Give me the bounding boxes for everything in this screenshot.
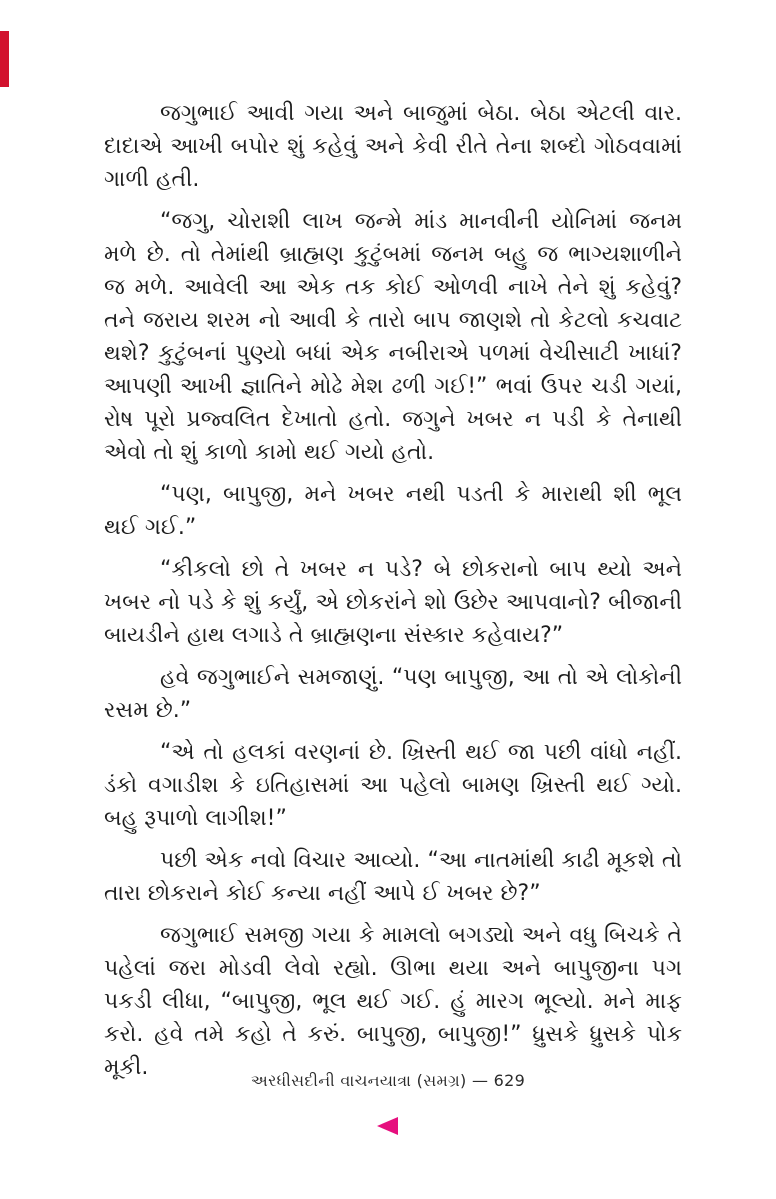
paragraph-3: “પણ, બાપુજી, મને ખબર નથી પડતી કે મારાથી શી ભૂલ થઈ ગઈ.” [104, 482, 682, 540]
paragraph-2: “જગુ, ચોરાશી લાખ જન્મે માંડ માનવીની યોનિમાં જનમ મળે છે. તો તેમાંથી બ્રાહ્મણ કુટુંબમાં જનમ બહુ જ ભાગ્યશાળીને જ મળે. આવેલી આ એક તક કોઈ ઓળવી નાખે તેને શું કહેવું? તને જરાય શરમ નો આવી કે તારો બાપ જાણશે તો કેટલો કચવાટ થશે? કુટુંબનાં પુણ્યો બધાં એક નબીરાએ પળમાં વેચીસાટી ખાધાં? આપણી આખી જ્ઞાતિને મોઢે મેશ ઢળી ગઈ!” ભવાં ઉપર ચડી ગયાં, રોષ પૂરો પ્રજ્વલિત દેખાતો હતો. જગુને ખબર ન પડી કે તેનાથી એવો તો શું કાળો કામો થઈ ગયો હતો. [104, 209, 682, 465]
body-text [104, 97, 682, 1093]
paragraph-4: “કીકલો છો તે ખબર ન પડે? બે છોકરાનો બાપ થ્યો અને ખબર નો પડે કે શું કર્યું, એ છોકરાંને શો ઉછેર આપવાનો? બીજાની બાયડીને હાથ લગાડે તે બ્રાહ્મણના સંસ્કાર કહેવાય?” [104, 557, 682, 648]
footer-text: અરધીસદીની વાચનયાત્રા (સમગ્ર) — 629 [250, 1071, 526, 1090]
page-footer [0, 1071, 776, 1091]
paragraph-1: જગુભાઈ આવી ગયા અને બાજુમાં બેઠા. બેઠા એટલી વાર. દાદાએ આખી બપોર શું કહેવું અને કેવી રીતે તેના શબ્દો ગોઠવવામાં ગાળી હતી. [104, 101, 682, 192]
paragraph-5: હવે જગુભાઈને સમજાણું. “પણ બાપુજી, આ તો એ લોકોની રસમ છે.” [104, 665, 682, 723]
paragraph-7: પછી એક નવો વિચાર આવ્યો. “આ નાતમાંથી કાઢી મૂકશે તો તારા છોકરાને કોઈ કન્યા નહીં આપે ઈ ખબર છે?” [104, 848, 682, 906]
paragraph-6: “એ તો હલકાં વરણનાં છે. ખ્રિસ્તી થઈ જા પછી વાંધો નહીં. ડંકો વગાડીશ કે ઇતિહાસમાં આ પહેલો બામણ ખ્રિસ્તી થઈ ગ્યો. બહુ રૂપાળો લાગીશ!” [104, 740, 682, 831]
page-edge-tab-marker [0, 31, 9, 87]
paragraph-8: જગુભાઈ સમજી ગયા કે મામલો બગડ્યો અને વધુ બિચકે તે પહેલાં જરા મોડવી લેવો રહ્યો. ઊભા થયા અને બાપુજીના પગ પકડી લીધા, “બાપુજી, ભૂલ થઈ ગઈ. હું મારગ ભૂલ્યો. મને માફ કરો. હવે તમે કહો તે કરું. બાપુજી, બાપુજી!” ધ્રુસકે ધ્રુસકે પોક મૂકી. [104, 923, 682, 1080]
prev-page-arrow-icon[interactable] [377, 1117, 398, 1135]
